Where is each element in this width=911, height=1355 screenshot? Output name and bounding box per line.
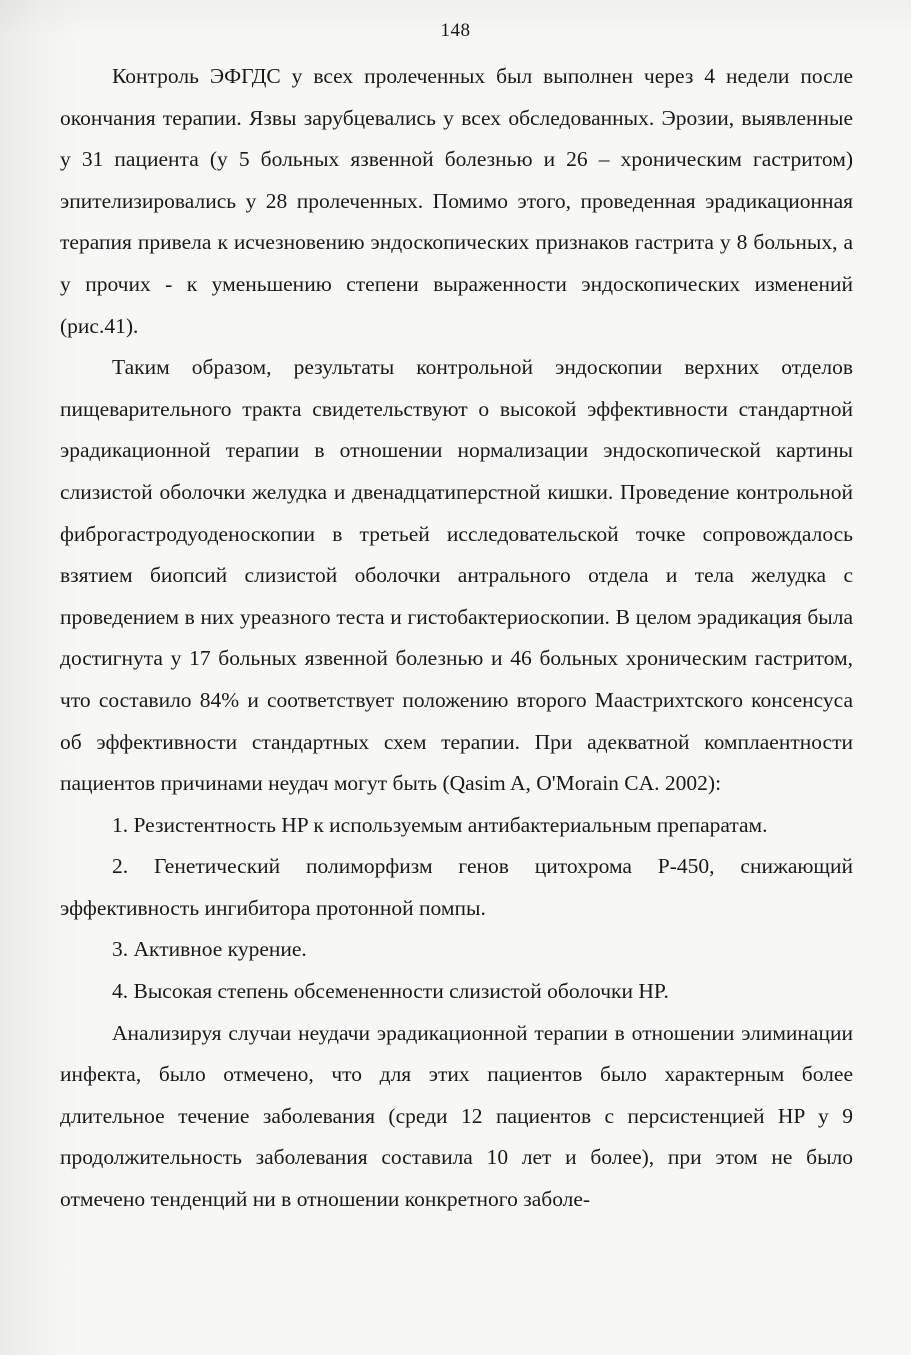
list-item-resistance: 1. Резистентность HP к используемым антибактериальным препаратам.: [112, 812, 768, 837]
page-number: 148: [440, 20, 471, 41]
body-text: [60, 56, 853, 1221]
list-item-smoking: 3. Активное курение.: [112, 937, 307, 962]
paragraph-failure-analysis: Анализируя случаи неудачи эрадикационной терапии в отношении элиминации инфекта, было отмечено, что для этих пациентов было характерным более длительное течение заболевания (среди 12 пациентов с персистенцией HP у 9 продолжительность заболевания составила 10 лет и более), при этом не было отмечено тенденций ни в отношении конкретного заболе-: [60, 1020, 853, 1212]
paragraph-conclusion: Таким образом, результаты контрольной эндоскопии верхних отделов пищеварительного тракта свидетельствуют о высокой эффективности стандартной эрадикационной терапии в отношении нормализации эндоскопической картины слизистой оболочки желудка и двенадцатиперстной кишки. Проведение контрольной фиброгастродуоденоскопии в третьей исследовательской точке сопровождалось взятием биопсий слизистой оболочки антрального отдела и тела желудка с проведением в них уреазного теста и гистобактериоскопии. В целом эрадикация была достигнута у 17 больных язвенной болезнью и 46 больных хроническим гастритом, что составило 84% и соответствует положению второго Маастрихтского консенсуса об эффективности стандартных схем терапии. При адекватной комплаентности пациентов причинами неудач могут быть (Qasim A, O'Morain CA. 2002):: [60, 355, 853, 796]
list-item-contamination: 4. Высокая степень обсемененности слизистой оболочки HP.: [112, 979, 669, 1004]
list-item-polymorphism: 2. Генетический полиморфизм генов цитохрома Р-450, снижающий эффективность ингибитора протонной помпы.: [60, 854, 853, 920]
paragraph-followup-egd: Контроль ЭФГДС у всех пролеченных был выполнен через 4 недели после окончания терапии. Язвы зарубцевались у всех обследованных. Эрозии, выявленные у 31 пациента (у 5 больных язвенной болезнью и 26 – хроническим гастритом) эпителизировались у 28 пролеченных. Помимо этого, проведенная эрадикационная терапия привела к исчезновению эндоскопических признаков гастрита у 8 больных, а у прочих - к уменьшению степени выраженности эндоскопических изменений (рис.41).: [60, 64, 853, 338]
